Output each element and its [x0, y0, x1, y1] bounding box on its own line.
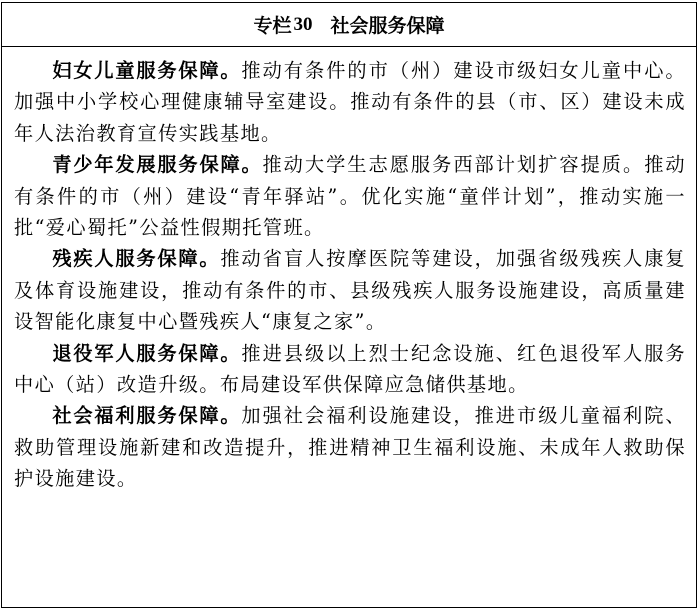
paragraph-body: 推动省盲人按摩医院等建设，加强省级残疾人康复及体育设施建设，推动有条件的市、县级残疾人服务设施建设，高质量建设智能化康复中心暨残疾人“康复之家”。: [14, 247, 686, 334]
paragraph-women-children: [14, 55, 686, 149]
paragraph-welfare: [14, 400, 686, 494]
paragraph-body: 推进县级以上烈士纪念设施、红色退役军人服务中心（站）改造升级。布局建设军供保障应急储供基地。: [14, 341, 686, 397]
paragraph-body: 推动有条件的市（州）建设市级妇女儿童中心。加强中小学校心理健康辅导室建设。推动有条件的县（市、区）建设未成年人法治教育宣传实践基地。: [14, 59, 686, 145]
paragraph-body: 推动大学生志愿服务西部计划扩容提质。推动有条件的市（州）建设“青年驿站”。优化实施“童伴计划”，推动实施一批“爱心蜀托”公益性假期托管班。: [14, 153, 687, 240]
paragraph-heading: 青少年发展服务保障。: [52, 153, 263, 177]
column-title-label: 专栏: [253, 15, 292, 37]
column-title-text: 社会服务保障: [330, 15, 445, 37]
paragraph-heading: 社会福利服务保障。: [52, 404, 242, 428]
paragraph-body: 加强社会福利设施建设，推进市级儿童福利院、救助管理设施新建和改造提升，推进精神卫生福利设施、未成年人救助保护设施建设。: [14, 404, 686, 491]
paragraph-heading: 残疾人服务保障。: [52, 247, 221, 271]
paragraph-veterans: [14, 338, 686, 401]
paragraph-youth: [14, 149, 686, 243]
column-title: [2, 3, 696, 47]
paragraph-disabled: [14, 243, 686, 337]
column-content: [2, 47, 696, 495]
column-title-number: 30: [293, 13, 313, 35]
paragraph-heading: 退役军人服务保障。: [52, 341, 242, 365]
column-box: [1, 2, 697, 608]
paragraph-heading: 妇女儿童服务保障。: [52, 59, 242, 82]
